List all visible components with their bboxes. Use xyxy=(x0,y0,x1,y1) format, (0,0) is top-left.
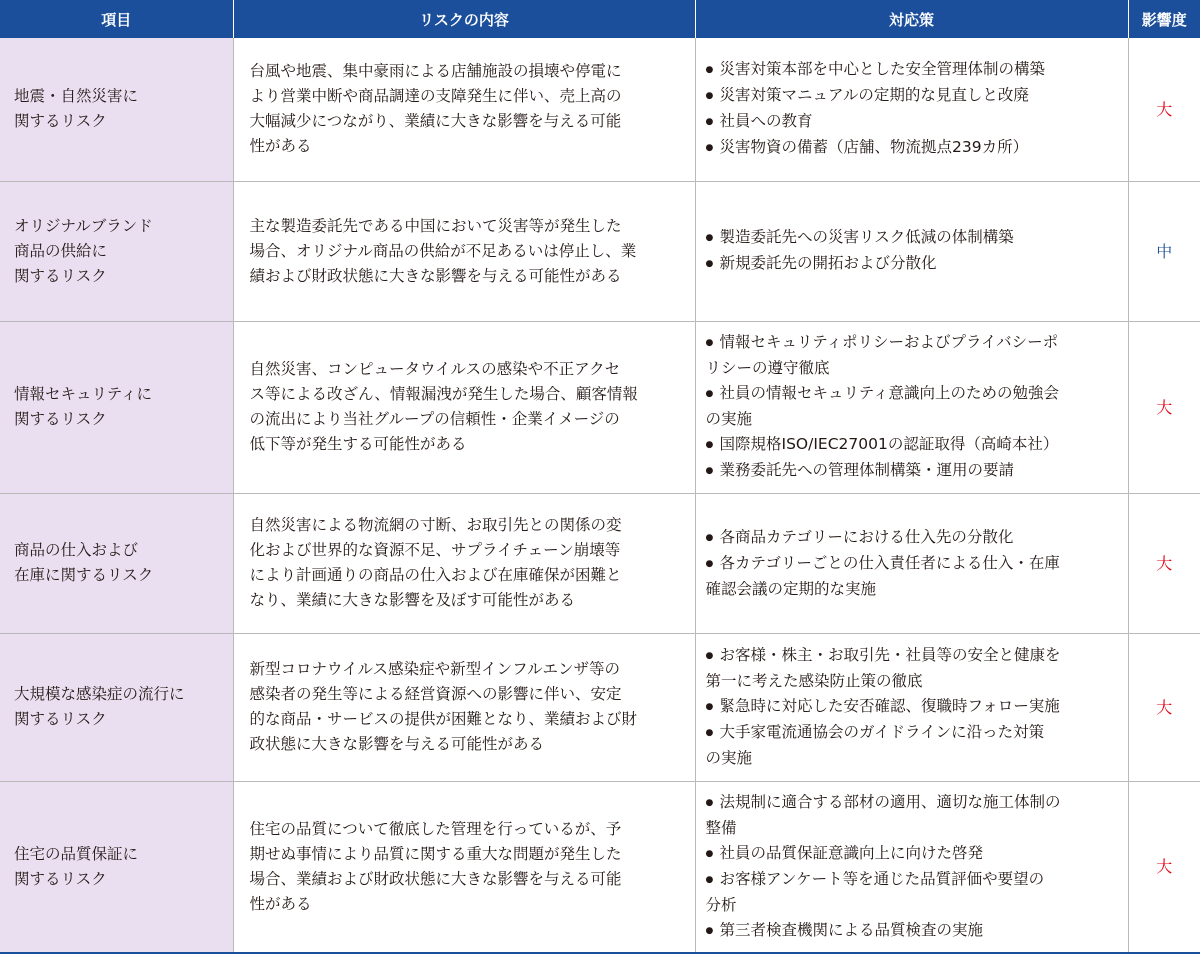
countermeasure-line: 災害物資の備蓄（店舗、物流拠点239カ所） xyxy=(719,138,1029,157)
risk-item-cell xyxy=(0,781,233,953)
countermeasure-item xyxy=(706,790,1120,841)
risk-item-cell xyxy=(0,321,233,493)
risk-item-line: オリジナルブランド xyxy=(14,216,153,235)
countermeasure-line: 災害対策本部を中心とした安全管理体制の構築 xyxy=(719,60,1046,79)
countermeasures-cell xyxy=(695,38,1128,181)
countermeasure-item xyxy=(706,57,1120,83)
table-header xyxy=(0,0,1200,38)
risk-description-line: 主な製造委託先である中国において災害等が発生した xyxy=(249,216,622,235)
countermeasure-line: 緊急時に対応した安否確認、復職時フォロー実施 xyxy=(719,697,1060,715)
countermeasure-item xyxy=(706,525,1120,551)
table-row xyxy=(0,38,1200,181)
countermeasure-line: 社員の品質保証意識向上に向けた啓発 xyxy=(719,843,984,862)
risk-description-line: 新型コロナウイルス感染症や新型インフルエンザ等の xyxy=(249,660,620,678)
countermeasure-line: お客様・株主・お取引先・社員等の安全と健康を xyxy=(719,646,1061,664)
risk-description-cell xyxy=(233,38,695,181)
countermeasure-item xyxy=(706,83,1120,109)
countermeasure-line: 法規制に適合する部材の適用、適切な施工体制の xyxy=(719,792,1061,811)
countermeasure-item xyxy=(706,918,1120,944)
countermeasures-cell xyxy=(695,321,1128,493)
impact-level: 大 xyxy=(1128,633,1200,781)
risk-description-line: 大幅減少につながり、業績に大きな影響を与える可能 xyxy=(249,112,622,131)
countermeasure-line: 各商品カテゴリーにおける仕入先の分散化 xyxy=(719,527,1014,546)
risk-description-line: 期せぬ事情により品質に関する重大な問題が発生した xyxy=(249,844,622,863)
countermeasure-line: 情報セキュリティポリシーおよびプライバシーポ xyxy=(719,333,1059,351)
risk-description-line: 低下等が発生する可能性がある xyxy=(249,435,467,453)
risk-item-line: 関するリスク xyxy=(14,410,107,428)
risk-description-cell xyxy=(233,781,695,953)
countermeasure-line: 業務委託先への管理体制構築・運用の要請 xyxy=(719,461,1015,479)
countermeasure-line: 国際規格ISO/IEC27001の認証取得（高崎本社） xyxy=(719,435,1059,453)
risk-description-line: 政状態に大きな影響を与える可能性がある xyxy=(249,735,545,753)
table-row xyxy=(0,633,1200,781)
countermeasure-item xyxy=(706,251,1120,277)
impact-level: 大 xyxy=(1128,781,1200,953)
countermeasure-item xyxy=(706,109,1120,135)
risk-description-line: 績および財政状態に大きな影響を与える可能性がある xyxy=(249,266,622,285)
countermeasure-item xyxy=(706,458,1120,484)
countermeasure-line: リシーの遵守徹底 xyxy=(705,359,830,377)
impact-level: 大 xyxy=(1128,493,1200,633)
risk-item-line: 関するリスク xyxy=(14,869,107,888)
countermeasure-line: 社員への教育 xyxy=(719,112,813,131)
risk-description-line: 住宅の品質について徹底した管理を行っているが、予 xyxy=(249,819,622,838)
table-body xyxy=(0,38,1200,953)
risk-item-line: 大規模な感染症の流行に xyxy=(14,685,185,703)
risk-description-line: 場合、オリジナル商品の供給が不足あるいは停止し、業 xyxy=(249,241,637,260)
risk-item-cell xyxy=(0,493,233,633)
risk-item-line: 地震・自然災害に xyxy=(14,87,139,106)
countermeasures-cell xyxy=(695,633,1128,781)
risk-item-line: 情報セキュリティに xyxy=(14,385,152,403)
risk-description-cell xyxy=(233,493,695,633)
risk-description-line: 性がある xyxy=(249,137,312,156)
countermeasure-line: 第三者検査機関による品質検査の実施 xyxy=(719,920,984,939)
risk-description-cell xyxy=(233,181,695,321)
risk-item-cell xyxy=(0,38,233,181)
risk-item-line: 在庫に関するリスク xyxy=(14,566,154,584)
risk-item-line: 商品の供給に xyxy=(14,241,108,260)
countermeasure-item xyxy=(706,694,1120,720)
risk-description-line: 性がある xyxy=(249,894,312,913)
risk-description-line: の流出により当社グループの信頼性・企業イメージの xyxy=(249,410,620,428)
header-measures: 対応策 xyxy=(695,0,1128,38)
table-row xyxy=(0,493,1200,633)
risk-description-line: 場合、業績および財政状態に大きな影響を与える可能 xyxy=(249,869,622,888)
countermeasure-item xyxy=(706,135,1120,161)
risk-item-cell xyxy=(0,181,233,321)
countermeasure-item xyxy=(706,720,1120,771)
countermeasure-line: 分析 xyxy=(705,895,737,914)
countermeasure-item xyxy=(706,381,1120,432)
countermeasure-line: お客様アンケート等を通じた品質評価や要望の xyxy=(719,869,1045,888)
risk-item-line: 商品の仕入および xyxy=(14,541,139,559)
countermeasure-line: 第一に考えた感染防止策の徹底 xyxy=(705,672,923,690)
countermeasure-line: 大手家電流通協会のガイドラインに沿った対策 xyxy=(719,723,1045,741)
countermeasures-cell xyxy=(695,781,1128,953)
risk-item-line: 関するリスク xyxy=(14,266,107,285)
header-impact: 影響度 xyxy=(1128,0,1200,38)
header-item: 項目 xyxy=(0,0,233,38)
risk-item-line: 関するリスク xyxy=(14,710,107,728)
risk-item-line: 住宅の品質保証に xyxy=(14,844,139,863)
countermeasure-line: 製造委託先への災害リスク低減の体制構築 xyxy=(719,228,1014,246)
risk-description-line: 的な商品・サービスの提供が困難となり、業績および財 xyxy=(249,710,638,728)
risk-description-line: より営業中断や商品調達の支障発生に伴い、売上高の xyxy=(249,87,622,106)
countermeasure-line: 整備 xyxy=(705,818,737,837)
risk-description-line: 自然災害、コンピュータウイルスの感染や不正アクセ xyxy=(249,360,621,378)
risk-description-line: 台風や地震、集中豪雨による店舗施設の損壊や停電に xyxy=(249,62,622,81)
countermeasure-item xyxy=(706,432,1120,458)
risk-description-cell xyxy=(233,321,695,493)
table-row xyxy=(0,781,1200,953)
header-risk: リスクの内容 xyxy=(233,0,695,38)
risk-description-line: 化および世界的な資源不足、サプライチェーン崩壊等 xyxy=(249,541,621,559)
countermeasure-line: 新規委託先の開拓および分散化 xyxy=(719,254,937,272)
risk-description-line: 感染者の発生等による経営資源への影響に伴い、安定 xyxy=(249,685,622,703)
countermeasure-item xyxy=(706,225,1120,251)
countermeasure-line: 社員の情報セキュリティ意識向上のための勉強会 xyxy=(719,384,1059,402)
risk-item-cell xyxy=(0,633,233,781)
countermeasure-line: 確認会議の定期的な実施 xyxy=(705,579,877,598)
countermeasure-item xyxy=(706,643,1120,694)
countermeasure-item xyxy=(706,841,1120,867)
impact-level: 中 xyxy=(1128,181,1200,321)
risk-description-line: なり、業績に大きな影響を及ぼす可能性がある xyxy=(249,591,576,609)
risk-description-cell xyxy=(233,633,695,781)
countermeasure-item xyxy=(706,330,1120,381)
impact-level: 大 xyxy=(1128,38,1200,181)
impact-level: 大 xyxy=(1128,321,1200,493)
risk-description-line: により計画通りの商品の仕入および在庫確保が困難と xyxy=(249,566,622,584)
countermeasure-line: の実施 xyxy=(705,749,753,767)
countermeasure-item xyxy=(706,551,1120,602)
risk-item-line: 関するリスク xyxy=(14,112,107,131)
risk-description-line: ス等による改ざん、情報漏洩が発生した場合、顧客情報 xyxy=(249,385,638,403)
countermeasure-line: 各カテゴリーごとの仕入責任者による仕入・在庫 xyxy=(719,553,1060,572)
risk-description-line: 自然災害による物流網の寸断、お取引先との関係の変 xyxy=(249,516,622,534)
countermeasures-cell xyxy=(695,181,1128,321)
table-row xyxy=(0,321,1200,493)
countermeasure-line: 災害対策マニュアルの定期的な見直しと改廃 xyxy=(719,86,1029,105)
countermeasure-line: の実施 xyxy=(705,410,753,428)
countermeasure-item xyxy=(706,867,1120,918)
countermeasures-cell xyxy=(695,493,1128,633)
table-row xyxy=(0,181,1200,321)
